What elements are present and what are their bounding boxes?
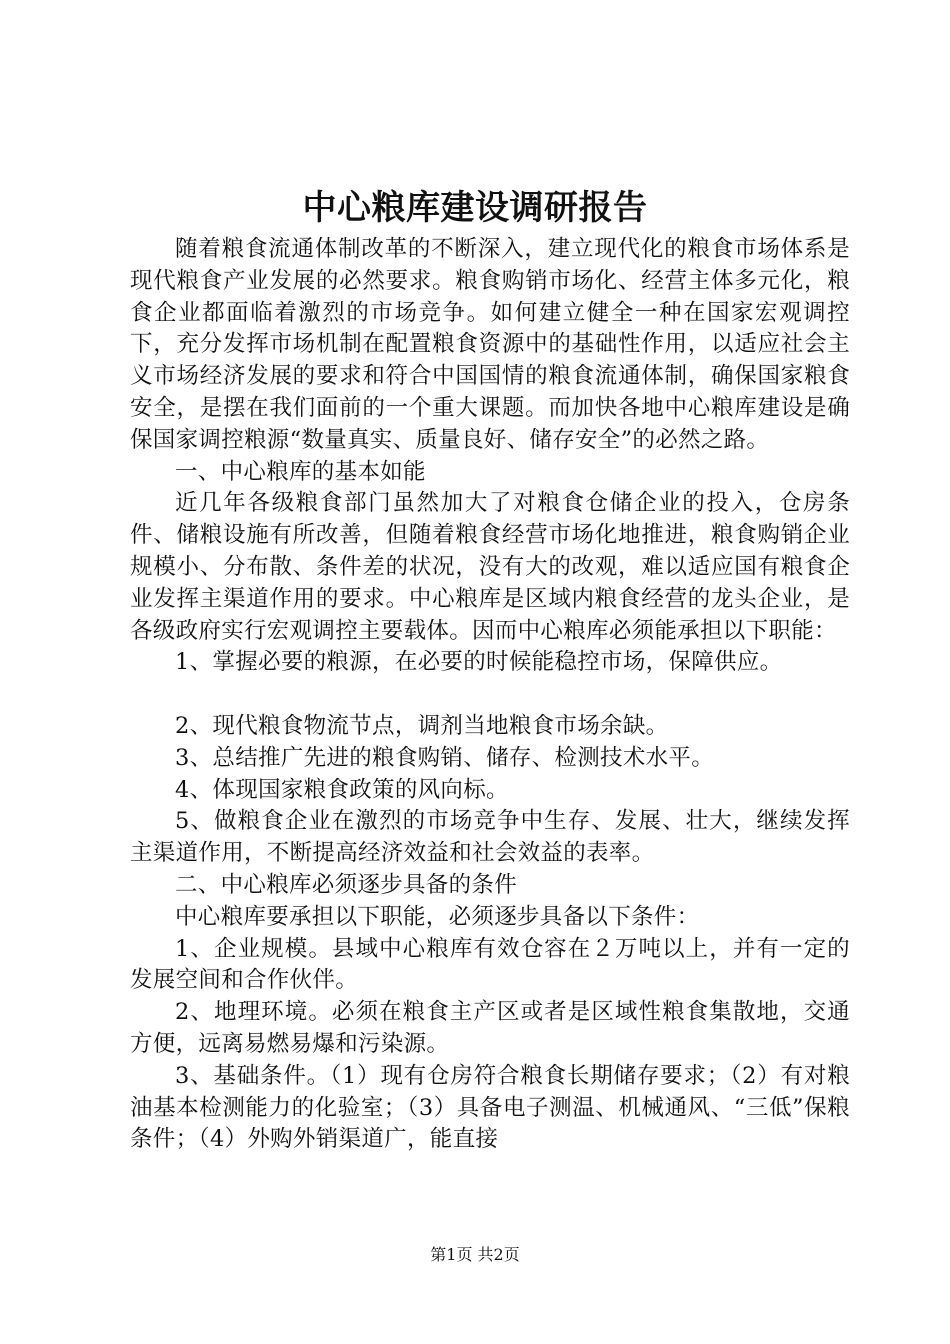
paragraph-intro: 随着粮食流通体制改革的不断深入，建立现代化的粮食市场体系是现代粮食产业发展的必然要求。粮食购销市场化、经营主体多元化，粮食企业都面临着激烈的市场竞争。如何建立健全一种在国家宏观调控下，充分发挥市场机制在配置粮食资源中的基础性作用，以适应社会主义市场经济发展的要求和符合中国国情的粮食流通体制，确保国家粮食安全，是摆在我们面前的一个重大课题。而加快各地中心粮库建设是确保国家调控粮源“数量真实、质量良好、储存安全”的必然之路。 — [130, 236, 850, 453]
document-title: 中心粮库建设调研报告 — [302, 188, 648, 228]
list-item-1: 1、掌握必要的粮源，在必要的时候能稳控市场，保障供应。 — [175, 649, 783, 676]
condition-item-1: 1、企业规模。县域中心粮库有效仓容在２万吨以上，并有一定的发展空间和合作伙伴。 — [130, 935, 850, 994]
list-item-4: 4、体现国家粮食政策的风向标。 — [175, 776, 509, 803]
page-footer: 第1页 共2页 — [430, 1245, 520, 1264]
section-heading-2: 二、中心粮库必须逐步具备的条件 — [175, 871, 518, 898]
condition-item-2: 2、地理环境。必须在粮食主产区或者是区域性粮食集散地，交通方便，远离易燃易爆和污染源。 — [130, 999, 850, 1057]
condition-item-3: 3、基础条件。（1）现有仓房符合粮食长期储存要求；（2）有对粮油基本检测能力的化验室；（3）具备电子测温、机械通风、“三低”保粮条件；（4）外购外销渠道广，能直接 — [130, 1062, 850, 1153]
list-item-3: 3、总结推广先进的粮食购销、储存、检测技术水平。 — [175, 744, 715, 771]
document-body — [130, 234, 850, 1156]
list-item-5: 5、做粮食企业在激烈的市场竞争中生存、发展、壮大，继续发挥主渠道作用，不断提高经济效益和社会效益的表率。 — [130, 808, 850, 867]
section-heading-1: 一、中心粮库的基本如能 — [175, 458, 426, 485]
paragraph-section-1: 近几年各级粮食部门虽然加大了对粮食仓储企业的投入，仓房条件、储粮设施有所改善，但随着粮食经营市场化地推进，粮食购销企业规模小、分布散、条件差的状况，没有大的改观，难以适应国有粮食企业发挥主渠道作用的要求。中心粮库是区域内粮食经营的龙头企业，是各级政府实行宏观调控主要载体。因而中心粮库必须能承担以下职能： — [130, 490, 850, 644]
paragraph-section-2: 中心粮库要承担以下职能，必须逐步具备以下条件： — [175, 903, 700, 930]
list-item-2: 2、现代粮食物流节点，调剂当地粮食市场余缺。 — [175, 712, 669, 739]
